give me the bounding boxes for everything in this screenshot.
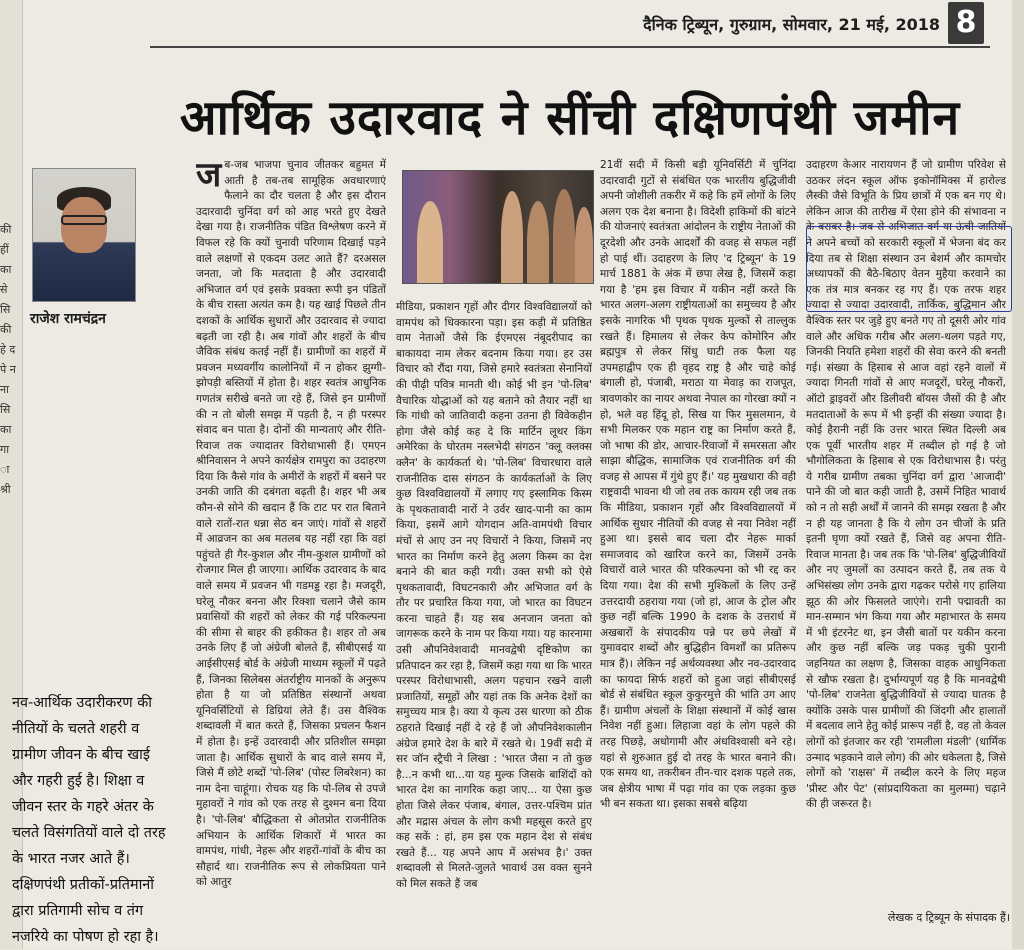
rally-photo [402, 170, 594, 284]
article-column-1 [196, 158, 386, 943]
author-photo-glasses [61, 215, 107, 225]
author-photo-face [61, 197, 107, 253]
photo-figure [417, 201, 443, 283]
article-column-4: उदाहरण केआर नारायणन हैं जो ग्रामीण परिवेश से उठकर लंदन स्कूल ऑफ इकोनॉमिक्स में हारोल्ड लैस्की जैसे विभूति के प्रिय छात्रों में एक बन गए थे। लेकिन आज की तारीख में ऐसा होने की संभावना न के बराबर है। जब से अभिजात वर्ग या ऊंची जातियों ने अपने बच्चों को सरकारी स्कूलों में भेजना बंद कर दिया तब से शिक्षा संस्थान उन बेशर्म और कामचोर अध्यापकों की बैठे-बिठाए वेतन मुहैया करवाने का एक तंत्र मात्र बनकर रह गए हैं। एक तरफ शहर ज्यादा से ज्यादा उदारवादी, तार्किक, बुद्धिमान और वैश्विक स्तर पर जुड़े हुए बनते गए तो दूसरी ओर गांव वाले और अधिक गरीब और अलग-थलग पड़ते गए, जिनकी नियति हमेशा शहरों की सेवा करने की बनती गई। संख्या के हिसाब से आज वहां रहने वालों में ज्यादा गिनती गांवों से आए मजदूरों, घरेलू नौकरों, ऑटो ड्राइवरों और डिलीवरी बॉयस जैसों की है और मतदाताओं के रूप में भी इन्हीं की संख्या ज्यादा है। कोई हैरानी नहीं कि उत्तर भारत स्थित दिल्ली अब एक पूर्वी भारतीय शहर में तब्दील हो गई है जो भौगोलिकता के हिसाब से एक विरोधाभास है। परंतु ये गरीब ग्रामीण तबका चुनिंदा वर्ग द्वारा 'आजादी' पाने की जो बात कही जाती है, उसमें निहित भावार्थ को न तो सही अर्थों में जानने की समझ रखता है और न ही यह जानता है कि ये लोग उन चीजों के प्रति इतनी घृणा क्यों रखते हैं, जिसे वह अपना रीति-रिवाज मानता है। जब तक कि 'पो-लिब' बुद्धिजीवियों और नए जुमलों का उत्पादन करते हैं, तब तक ये अभिसंख्य लोग उनके द्वारा गढ़कर परोसे गए हालिया झूठ की ओर फिसलते जाएंगे। रानी पद्मावती का मान-सम्मान भंग किया गया और महाभारत के समय में भी इंटरनेट था, इन जैसी बातों पर यकीन करना और कुछ नहीं बल्कि जड़ पकड़ चुकी पुरानी जहनियत का लक्षण है, जिसका वाहक आधुनिकता से खौफ रखता है। दुर्भाग्यपूर्ण यह है कि मानवद्वेषी 'पो-लिब' राजनेता बुद्धिजीवियों से ज्यादा घातक है क्योंकि उसके पास ग्रामीणों की जिंदगी और हालातों में बदलाव लाने हेतु कोई प्रारूप नहीं है, वह तो केवल लोगों को इंतजार कर रही 'रामलीला मंडली' (धार्मिक उन्माद भड़काने वाले लोग) की ओर धकेलता है, जिसे लोगों को 'राक्षस' में तब्दील करने के लिए महज 'प्रीस्ट और पेट' (सांप्रदायिकता का मुलम्मा) चढ़ाने की ही जरूरत है। [806, 159, 1006, 811]
page-edge-right [1012, 0, 1024, 949]
author-photo [32, 168, 136, 302]
adjacent-page-text: की हीं का से सि की हे द पे न ना सि का गा ा श्री [0, 223, 16, 496]
pull-quote: नव-आर्थिक उदारीकरण की नीतियों के चलते शहरी व ग्रामीण जीवन के बीच खाई और गहरी हुई है। शिक्षा व जीवन स्तर के गहरे अंतर के चलते विसंगतियों वाले दो तरह के भारत नजर आते हैं। दक्षिणपंथी प्रतीकों-प्रतिमानों द्वारा प्रतिगामी सोच व तंग नजरिये का पोषण हो रहा है। [12, 695, 166, 945]
article-column-3: 21वीं सदी में किसी बड़ी यूनिवर्सिटी में चुनिंदा उदारवादी गुटों से संबंधित एक भारतीय बुद्धिजीवी अपनी जोशीली तकरीर में कहे कि हमें लोगों के लिए अलग एक देश बनाना है। विदेशी हाकिमों की बांटने की योजनाएं स्वतंत्रता आंदोलन के राष्ट्रीय नेताओं की दूरदेशी और उनके आदर्शों की वजह से सफल नहीं हो पाई थीं। उदाहरण के लिए 'द ट्रिब्यून' के 19 मार्च 1881 के अंक में छपा लेख है, जिसमें कहा गया है 'हम इस विचार में यकीन नहीं करते कि भारत अलग-अलग राष्ट्रीयताओं का समुच्चय है और इसके नागरिक भी पृथक पृथक मुल्कों से ताल्लुक रखते हैं। हिमालय से लेकर केप कोमोरिन और ब्रह्मपुत्र से लेकर सिंधु घाटी तक फैला यह उपमहाद्वीप एक ही वृहद राष्ट्र है और चाहे कोई बंगाली हो, पंजाबी, मराठा या मेवाड़ का राजपूत, त्रावणकोर का नायर अथवा नेपाल का गोरखा क्यों न हो, भले वह हिंदू हो, सिख या फिर मुसलमान, ये सभी मिलकर एक महान राष्ट्र का निर्माण करते हैं, जो भाषा की डोर, आचार-रिवाजों में समरसता और साझा बौद्धिक, सामाजिक एवं राजनीतिक वर्ग की वजह से आपस में गुंथे हुए हैं।' यह मुखधारा की वही राष्ट्रवादी भावना थी जो तब तक कायम रही जब तक कि मीडिया, प्रकाशन गृहों और विश्वविद्यालयों में आर्थिक सुधार नीतियों की वजह से नया निवेश नहीं हुआ था। इससे बाद चला दौर नेहरू मार्का समाजवाद को खारिज करने का, जिसमें उनके विचारों वाले भारत की परिकल्पना को भी रद्द कर दिया गया। देश की सभी मुश्किलों के लिए उन्हें उत्तरदायी ठहराया गया (जो हां, आज के ट्रोल और कुछ नहीं बल्कि 1990 के दशक के उत्तरार्ध में अखबारों के संपादकीय पन्ने पर छपे लेखों में युमावदार शब्दों और बुद्धिहीन विमर्शों का प्रतिरूप मात्र हैं)। लेकिन नई अर्थव्यवस्था और नव-उदारवाद का फायदा सिर्फ शहरों को हुआ जहां सीबीएसई बोर्ड से संबंधित स्कूल कुकुरमुत्ते की भांति उग आए हैं। ग्रामीण अंचलों के शिक्षा संस्थानों में कोई खास निवेश नहीं हुआ। लिहाजा वहां के लोग पहले की तरह पिछड़े, अधोगामी और अंधविश्वासी बने रहे। यहां से शुरुआत हुई दो तरह के भारत बनाने की। एक समय था, तकरीबन तीन-चार दशक पहले तक, जब क्षेत्रीय भाषा में पढ़ा गांव का एक लड़का कुछ भी बन सकता था। इसका सबसे बढ़िया [600, 159, 796, 811]
photo-figure [527, 201, 549, 283]
photo-figure [501, 191, 523, 283]
page-number-badge: 8 [948, 2, 984, 44]
column-1-text: ब-जब भाजपा चुनाव जीतकर बहुमत में आती है तब-तब सामूहिक अवधारणाएं फैलाने का दौर चलता है और इस दौरान उदारवादी चुनिंदा वर्ग को आह भरते हुए देखते देखा गया है। राजनीतिक पंडित विश्लेषण करने में विफल रहे कि क्यों चुनावी परिणाम दिखाई पड़ने वाले लक्षणों से एकदम उलट आते हैं? दरअसल जनता, जो कि मतदाता है और उदारवादी अभिजात वर्ग एवं इसके प्रवक्ता रूपी इन पंडितों के बीच रास्ता अत्यंत कम है। यह खाई पिछले तीन दशकों के आर्थिक सुधारों और उदारवाद से ज्यादा बढ़ती जा रही है। अब गांवों और शहरों के बीच जैविक संबंध कतई नहीं हैं। ग्रामीणों का शहरों में प्रवजन मध्यवर्गीय कालोनियों में न होकर झुग्गी-झोपड़ी बस्तियों में होता है। शहर स्वतंत्र आधुनिक गणतंत्र सरीखे बनते जा रहे हैं, जिसे इन ग्रामीणों की न तो बोली समझ में पड़ती है, न ही परस्पर संवाद बन पाता है। दोनों की मान्यताएं और रीति-रिवाज तक ज्यादातर विरोधाभासी हैं। एमएन श्रीनिवासन ने अपने कार्यक्षेत्र रामपुरा का उदाहरण दिया कि कैसे गांव के अमीरों के शहरों में बसने पर उनकी जाति की दबंगता बढ़ती है। शहर भी अब कौन-से सोने की खदान हैं कि टाट पर रात बिताने वाले रातों-रात धन्ना सेठ बन जाएं। गांवों से शहरों में आव्रजन का अब मतलब यह नहीं रहा कि वहां पहुंचते ही गैर-कुशल और नीम-कुशल ग्रामीणों को रोजगार मिल ही जाएगा। आर्थिक उदारवाद के बाद वाले समय में प्रवजन भी गडमड्ड रहा है। मजदूरी, घरेलू नौकर बनना और रिक्शा चलाने जैसे काम प्रवासियों की शहरों को लेकर की गई परिकल्पना की सीमा से बाहर की हकीकत है। शहर तो अब उनके लिए हैं जो अंग्रेजी बोलते हैं, सीबीएसई या आईसीएसई बोर्ड के अंग्रेजी माध्यम स्कूलों में पढ़ते हैं, जिनका सिलेबस अंतर्राष्ट्रीय मानकों के अनुरूप होता है या जो प्रतिष्ठित संस्थानों अथवा यूनिवर्सिटियों से डिग्रियां लेते हैं। उस वैश्विक शब्दावली में बात करते हैं, जिसका प्रचलन फैशन में होता है। इन्हें उदारवादी और प्रतिशील समझा जाता है। आर्थिक सुधारों के बाद वाले समय में, जिसे मैं छोटे शब्दों 'पो-लिब' (पोस्ट लिबरेशन) का नाम देना चाहूंगा। रोचक यह कि पो-लिब से उपजे मुहावरों ने गांव को एक तरह से दुश्मन बना दिया है। 'पो-लिब' बौद्धिकता से ओतप्रोत राजनीतिक अभियान के आर्थिक शिकारों में भारत का वामपंथ, गांधी, नेहरू और शहरों-गांवों के बीच का सौहार्द था। राजनीतिक रूप से लोकप्रियता पाने को आतुर [196, 159, 386, 889]
author-note: लेखक द ट्रिब्यून के संपादक हैं। [887, 911, 1010, 924]
masthead: दैनिक ट्रिब्यून, गुरुग्राम, सोमवार, 21 मई, 2018 [643, 15, 940, 34]
author-byline: राजेश रामचंद्रन [30, 311, 106, 327]
pen-highlight-box [806, 226, 1012, 312]
top-rule [150, 46, 990, 48]
article-column-2: मीडिया, प्रकाशन गृहों और दीगर विश्वविद्यालयों को वामपंथ को धिक्कारना पड़ा। इस कड़ी में प्रतिष्ठित वाम नेताओं जैसे कि ईएमएस नंबूदरीपाद का बाकायदा नाम लेकर बदनाम किया गया। हर उस विचार को रौंदा गया, जिसे हमारे स्वतंत्रता सेनानियों की पीढ़ी पवित्र मानती थी। कोई भी इन 'पो-लिब' वैचारिक योद्धाओं को यह बताने को तैयार नहीं था कि गांधी को जातिवादी कहना उतना ही विवेकहीन होगा जैसे कोई कह दे कि मार्टिन लूथर किंग अमेरिका के घोरतम नस्लभेदी संगठन 'क्लू क्लक्स क्लैन' के कार्यकर्ता थे। 'पो-लिब' विचारधारा वाले राजनीतिक दास संगठन के कार्यकर्ताओं के लिए कुछ विश्वविद्यालयों में लगाए गए इस्लामिक किस्म के पृथकतावादी नारों ने उर्वर खाद-पानी का काम किया, इसमें आगे योगदान अति-वामपंथी विचार मंचों से आए उन नए विचारों ने किया, जिसमें नए भारत का निर्माण करने हेतु अलग किस्म का देश बनाने की बात कही गयी। उक्त सभी को ऐसे पृथकतावादी, विघटनकारी और अभिजात वर्ग के तौर पर प्रचारित किया गया, जो भारत का विघटन करना चाहते हैं। यह सब अनजान जनता को जागरूक करने के नाम पर किया गया। यह कारनामा उसी औपनिवेशवादी मानवद्वेषी दृष्टिकोण का प्रतिपादन कर रहा है, जिसमें कहा गया था कि भारत परस्पर विरोधाभासी, अलग पहचान रखने वाली प्रजातियों, समूहों और यहां तक कि अनेक देशों का समुच्चय मात्र है। क्या ये कृत्य उस धारणा को ठीक ठहराते दिखाई नहीं दे रहे हैं जो औपनिवेशकालीन अंग्रेज हमारे देश के बारे में रखते थे। 19वीं सदी में सर जॉन स्ट्रैची ने लिखा : 'भारत जैसा न तो कुछ है...न कभी था...या यह मुल्क जिसके बाशिंदों को भारत देश का नागरिक कहा जाए... या ऐसा कुछ होता जिसे लेकर पंजाब, बंगाल, उत्तर-पश्चिम प्रांत और मद्रास अंचल के लोग कभी महसूस करते हुए कह सकें : हां, हम इस एक महान देश से संबंध रखते हैं... यह अपने आप में असंभव है।' उक्त शब्दावली से मिलते-जुलते भावार्थ उस वक्त सुनने को मिल सकते हैं जब [396, 301, 592, 890]
drop-cap: ज [196, 158, 222, 195]
headline: आर्थिक उदारवाद ने सींची दक्षिणपंथी जमीन [179, 90, 961, 146]
photo-figure [553, 189, 575, 283]
photo-figure [575, 207, 593, 283]
